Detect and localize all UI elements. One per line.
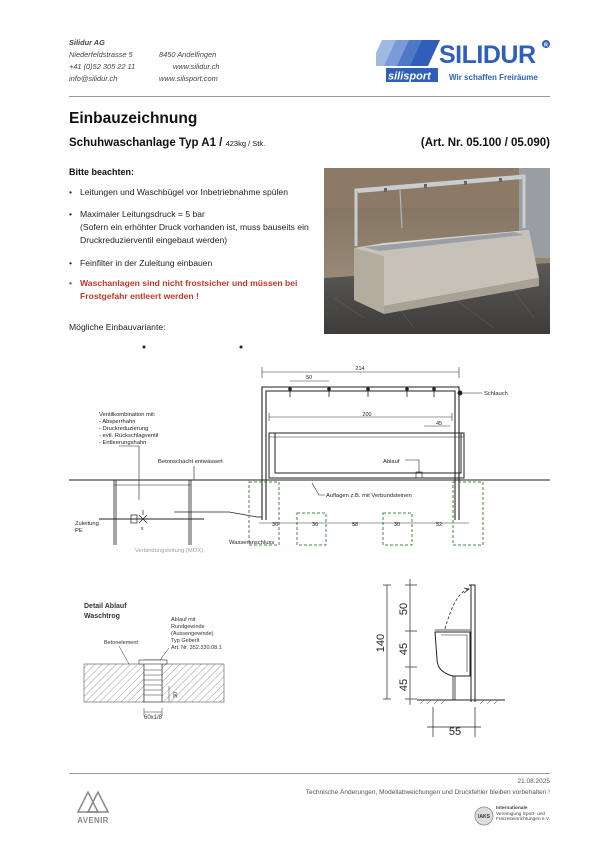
note-warning: • Waschanlagen sind nicht frostsicher und müssen bei Frostgefahr entleert werden ! <box>69 278 298 301</box>
dim-side-50: 50 <box>398 602 410 616</box>
dim-bottom: 30 <box>271 522 279 528</box>
variant-label: Mögliche Einbauvariante: <box>69 322 166 332</box>
label-ventil-item: - evtl. Rückschlagventil <box>99 433 159 439</box>
logo-tagline: Wir schaffen Freiräume <box>449 73 538 82</box>
article-number: (Art. Nr. 05.100 / 05.090) <box>420 137 550 149</box>
note-item: • Maximaler Leitungsdruck = 5 bar (Sofern ein erhöhter Druck vorhanden ist, muss bauseits ein Druckreduzierventil eingebaut werden) <box>69 209 309 245</box>
callout-line: Rundgewinde <box>171 624 205 630</box>
label-ventil-item: - Entleerungshahn <box>99 440 147 446</box>
label-zuleitung: Zuleitung <box>75 521 99 527</box>
bullet-icon: • <box>69 209 73 219</box>
valve-icon <box>131 510 147 523</box>
avenir-text: AVENIR <box>77 816 109 825</box>
footer-rule <box>69 773 550 774</box>
label-betonschacht: Betonschacht entwässert <box>158 459 223 465</box>
dim-detail-size: 60x1/8 <box>143 715 163 721</box>
callout-line: (Aussengewinde) <box>171 631 214 637</box>
dim-bottom: 52 <box>435 522 443 528</box>
header-rule <box>69 96 550 97</box>
label-pe: PE <box>75 528 83 534</box>
detail-drain-drawing <box>69 598 249 723</box>
logo-brand-text: SILIDUR <box>439 41 536 69</box>
callout-line: Ablauf mit <box>171 617 196 623</box>
bullet-icon: • <box>69 258 73 268</box>
label-betonelement: Betonelement <box>104 640 138 646</box>
dim-bottom: 30 <box>393 522 401 528</box>
dim-200: 200 <box>362 412 372 418</box>
dim-side-45: 45 <box>398 642 410 656</box>
logo-stripes-icon <box>376 40 440 66</box>
callout-line: Art. Nr. 352.330.08.1 <box>171 645 222 651</box>
label-schlauch: Schlauch <box>484 391 508 397</box>
label-ventil-item: - Druckreduzierung <box>99 426 149 432</box>
avenir-triangles-icon <box>78 792 108 812</box>
label-ventil-item: - Absperrhahn <box>99 419 136 425</box>
note-item: • Leitungen und Waschbügel vor Inbetriebnahme spülen <box>69 187 288 197</box>
dim-detail-30: 30 <box>173 691 179 698</box>
detail-title: Detail Ablauf <box>84 603 127 610</box>
label-wasseranschluss: Wasseranschluss <box>229 540 275 546</box>
callout-line: Typ Geberit <box>171 638 200 644</box>
note-item: • Feinfilter in der Zuleitung einbauen <box>69 258 213 268</box>
page-title: Einbauzeichnung <box>69 110 198 127</box>
logo-sub-text: silisport <box>388 70 431 83</box>
company-website-silisport[interactable]: www.silisport.com <box>159 74 218 83</box>
iaks-description: Internationale Vereinigung Sport- und Freizeiteinrichtungen e.V. <box>496 806 550 823</box>
notes-heading: Bitte beachten: <box>69 167 135 177</box>
iaks-badge <box>474 806 494 826</box>
company-website-silidur[interactable]: www.silidur.ch <box>173 62 220 71</box>
dim-bottom: 30 <box>311 522 319 528</box>
company-phone: +41 (0)52 305 22 11 <box>69 62 136 71</box>
dim-bottom: 58 <box>351 522 359 528</box>
svg-text:R: R <box>544 42 548 49</box>
iaks-badge-text: IAKS <box>478 814 490 820</box>
detail-title-2: Waschtrog <box>84 613 120 620</box>
label-auflagen: Auflagen z.B. mit Verbundsteinen <box>326 493 412 499</box>
company-email[interactable]: info@silidur.ch <box>69 74 118 83</box>
dim-50: 50 <box>305 375 313 381</box>
product-weight: 423kg / Stk. <box>225 139 266 148</box>
svg-text:x: x <box>141 526 144 532</box>
dim-side-140: 140 <box>375 633 387 653</box>
installation-drawing <box>69 345 550 555</box>
bullet-icon: • <box>69 278 73 288</box>
side-view-drawing <box>365 577 535 747</box>
company-street: Niederfeldstrasse 5 <box>69 50 133 59</box>
label-ventil-title: Ventilkombination mit: <box>99 412 156 418</box>
avenir-logo <box>68 786 118 826</box>
product-name: Schuhwaschanlage Typ A1 / <box>69 137 223 149</box>
silidur-logo <box>376 36 552 86</box>
product-subtitle <box>69 137 265 149</box>
company-name: Silidur AG <box>69 38 105 47</box>
footer-date: 21.08.2025 <box>517 778 550 785</box>
dim-top-214: 214 <box>355 366 365 372</box>
dim-side-45: 45 <box>398 678 410 692</box>
footer-disclaimer: Technische Änderungen, Modellabweichungen und Druckfehler bleiben vorbehalten ! <box>305 789 550 796</box>
bullet-icon: • <box>69 187 73 197</box>
dim-45: 45 <box>435 421 443 427</box>
product-photo <box>324 168 550 334</box>
dim-side-55: 55 <box>448 726 462 738</box>
company-city: 8450 Andelfingen <box>159 50 217 59</box>
hose-connector-icon <box>458 391 463 396</box>
label-ablauf: Ablauf <box>383 459 400 465</box>
